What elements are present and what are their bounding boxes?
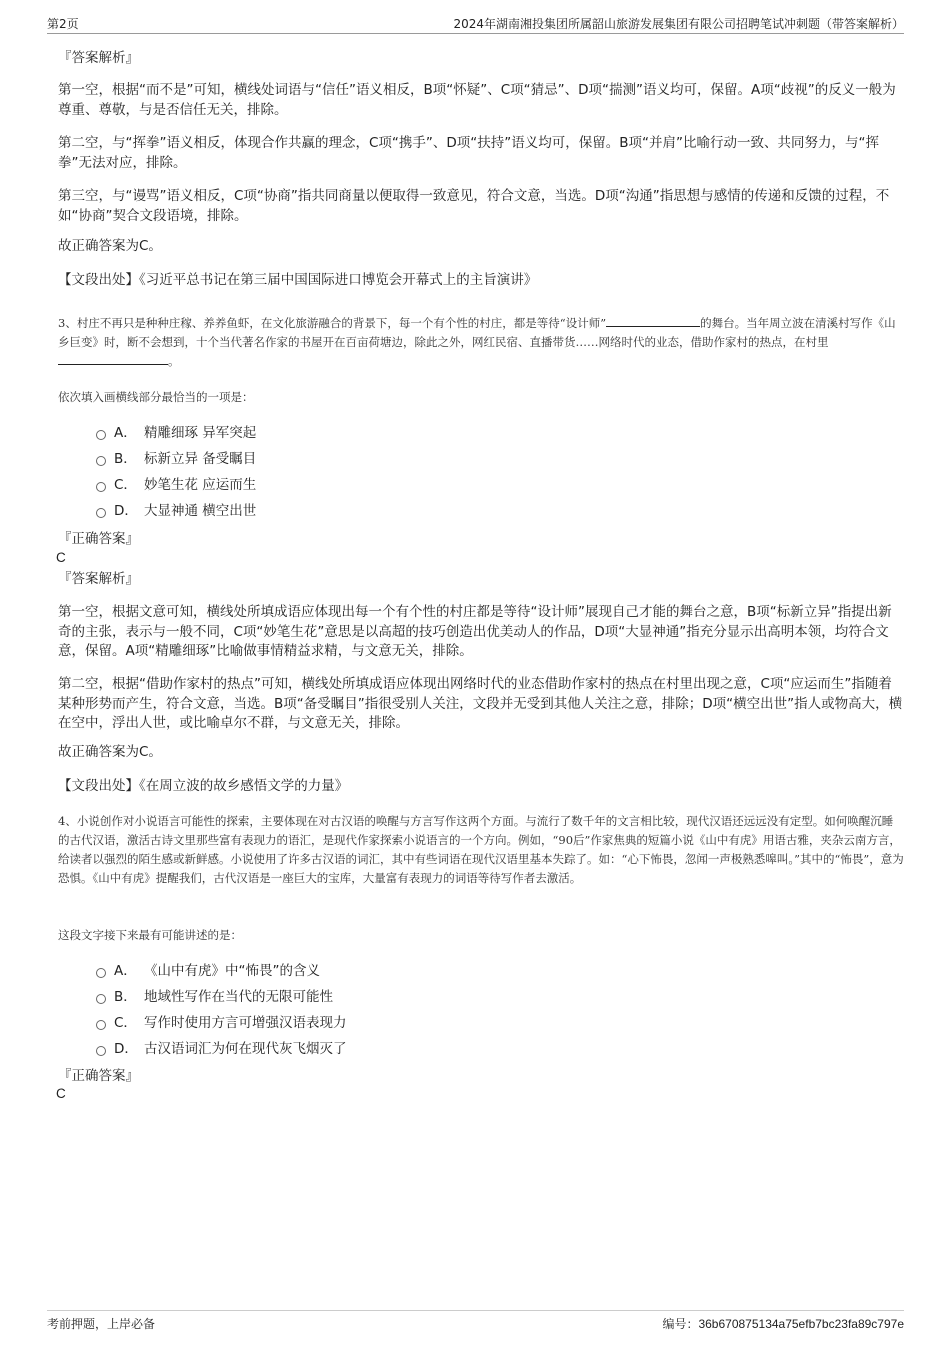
q2-analysis-para-2: 第二空，与“挥拳”语义相反，体现合作共赢的理念，C项“携手”、D项“扶持”语义均可，保留。B项“并肩”比喻行动一致、共同努力，与“挥拳”无法对应，排除。 <box>58 135 880 171</box>
page-number: 第2页 <box>47 17 79 31</box>
fill-blank-2 <box>58 352 168 365</box>
radio-icon[interactable] <box>96 1020 106 1030</box>
q4-option-c[interactable]: C． 写作时使用方言可增强汉语表现力 <box>96 1013 347 1033</box>
document-code: 编号：36b670875134a75efb7bc23fa89c797e <box>662 1317 904 1331</box>
radio-icon[interactable] <box>96 430 106 440</box>
q2-analysis-label: 『答案解析』 <box>58 50 139 66</box>
radio-icon[interactable] <box>96 456 106 466</box>
q3-correct-label: 『正确答案』 <box>58 531 139 547</box>
q4-option-b[interactable]: B． 地域性写作在当代的无限可能性 <box>96 987 333 1007</box>
q3-option-c[interactable]: C． 妙笔生花 应运而生 <box>96 475 256 495</box>
radio-icon[interactable] <box>96 1046 106 1056</box>
q4-correct-answer: C <box>56 1086 66 1101</box>
footer-slogan: 考前押题，上岸必备 <box>47 1317 156 1331</box>
radio-icon[interactable] <box>96 482 106 492</box>
radio-icon[interactable] <box>96 968 106 978</box>
q3-analysis-label: 『答案解析』 <box>58 571 139 587</box>
q4-stem: 4、小说创作对小说语言可能性的探索，主要体现在对古汉语的唤醒与方言写作这两个方面。与流行了数千年的文言相比较，现代汉语还远远没有定型。如何唤醒沉睡的古代汉语，激活古诗文里那些富有表现力的语汇，是现代作家探索小说语言的一个方向。例如，“90后”作家焦典的短篇小说《山中有虎》用语古雅，夹杂云南方言，给读者以强烈的陌生感或新鲜感。小说使用了许多古汉语的词汇，其中有些词语在现代汉语里基本失踪了。如：“心下怖畏，忽闻一声极熟悉嗥叫。”其中的“怖畏”，意为恐惧。《山中有虎》提醒我们，古代汉语是一座巨大的宝库，大量富有表现力的词语等待写作者去激活。 <box>58 814 904 885</box>
q3-option-d[interactable]: D． 大显神通 横空出世 <box>96 501 256 521</box>
q3-option-b[interactable]: B． 标新立异 备受瞩目 <box>96 449 256 469</box>
q3-stem: 3、村庄不再只是种种庄稼、养养鱼虾，在文化旅游融合的背景下，每一个有个性的村庄，都是等待“设计师” 的舞台。当年周立波在清溪村写作《山乡巨变》时，断不会想到，十个当代著名作家的书屋开在百亩荷塘边，除此之外，网红民宿、直播带货……网络时代的业态，借助作家村的热点，在村里。 <box>58 316 896 368</box>
q3-correct-answer: C <box>56 550 66 565</box>
q4-option-d[interactable]: D． 古汉语词汇为何在现代灰飞烟灭了 <box>96 1039 347 1059</box>
q2-analysis-para-1: 第一空，根据“而不是”可知，横线处词语与“信任”语义相反，B项“怀疑”、C项“猜忌”、D项“揣测”语义均可，保留。A项“歧视”的反义一般为尊重、尊敬，与是否信任无关，排除。 <box>58 82 896 118</box>
q3-prompt: 依次填入画横线部分最恰当的一项是： <box>58 390 254 404</box>
q2-analysis-para-3: 第三空，与“谩骂”语义相反，C项“协商”指共同商量以便取得一致意见，符合文意，当选。D项“沟通”指思想与感情的传递和反馈的过程，不如“协商”契合文段语境，排除。 <box>58 188 890 224</box>
radio-icon[interactable] <box>96 994 106 1004</box>
q3-analysis-para-1: 第一空，根据文意可知，横线处所填成语应体现出每一个有个性的村庄都是等待“设计师”展现自己才能的舞台之意，B项“标新立异”指提出新奇的主张，表示与一般不同，C项“妙笔生花”意思是以高超的技巧创造出优美动人的作品，D项“大显神通”指充分显示出高明本领，均符合文意，保留。A项“精雕细琢”比喻做事情精益求精，与文意无关，排除。 <box>58 604 892 659</box>
fill-blank-1 <box>606 314 700 327</box>
q4-option-a[interactable]: A． 《山中有虎》中“怖畏”的含义 <box>96 961 320 981</box>
q3-source: 【文段出处】《在周立波的故乡感悟文学的力量》 <box>58 778 349 794</box>
q4-correct-label: 『正确答案』 <box>58 1068 139 1084</box>
page-footer <box>47 1310 904 1331</box>
q3-conclusion: 故正确答案为C。 <box>58 744 162 760</box>
page-header <box>47 14 904 34</box>
q2-source: 【文段出处】《习近平总书记在第三届中国国际进口博览会开幕式上的主旨演讲》 <box>58 272 538 288</box>
q2-conclusion: 故正确答案为C。 <box>58 238 162 254</box>
q4-prompt: 这段文字接下来最有可能讲述的是： <box>58 928 242 942</box>
document-title: 2024年湖南湘投集团所属韶山旅游发展集团有限公司招聘笔试冲刺题（带答案解析） <box>453 17 904 31</box>
radio-icon[interactable] <box>96 508 106 518</box>
q3-analysis-para-2: 第二空，根据“借助作家村的热点”可知，横线处所填成语应体现出网络时代的业态借助作家村的热点在村里出现之意，C项“应运而生”指随着某种形势而产生，符合文意，当选。B项“备受瞩目”指很受别人关注，文段并无受到其他人关注之意，排除；D项“横空出世”指人或物高大，横在空中，浮出人世，或比喻卓尔不群，与文意无关，排除。 <box>58 676 903 731</box>
q3-option-a[interactable]: A． 精雕细琢 异军突起 <box>96 423 256 443</box>
